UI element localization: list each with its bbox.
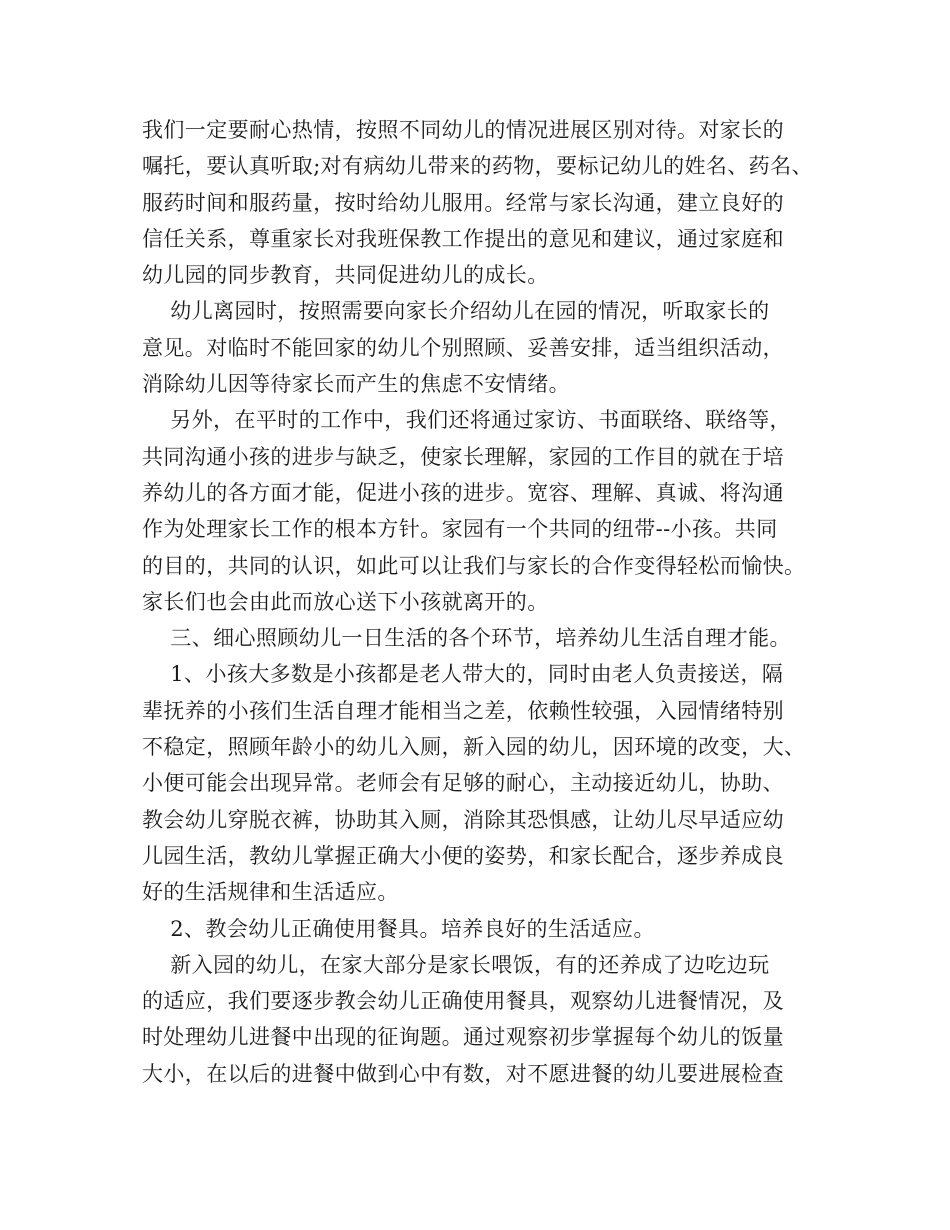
text-line: 信任关系，尊重家长对我班保教工作提出的意见和建议，通过家庭和 (142, 226, 784, 251)
text-line: 新入园的幼儿，在家大部分是家长喂饭，有的还养成了边吃边玩 (142, 952, 770, 977)
text-line: 好的生活规律和生活适应。 (142, 880, 399, 905)
text-line: 嘱托，要认真听取;对有病幼儿带来的药物，要标记幼儿的姓名、药名、 (142, 154, 813, 179)
text-line: 消除幼儿因等待家长而产生的焦虑不安情绪。 (142, 372, 570, 397)
text-line: 时处理幼儿进餐中出现的征询题。通过观察初步掌握每个幼儿的饭量 (142, 1025, 784, 1050)
text-line: 家长们也会由此而放心送下小孩就离开的。 (142, 589, 549, 614)
text-line: 不稳定，照顾年龄小的幼儿入厕，新入园的幼儿，因环境的改变，大、 (142, 735, 806, 760)
text-line: 幼儿离园时，按照需要向家长介绍幼儿在园的情况，听取家长的 (142, 299, 770, 324)
text-line: 的适应，我们要逐步教会幼儿正确使用餐具，观察幼儿进餐情况，及 (142, 989, 784, 1014)
text-line: 教会幼儿穿脱衣裤，协助其入厕，消除其恐惧感，让幼儿尽早适应幼 (142, 807, 784, 832)
text-line: 辈抚养的小孩们生活自理才能相当之差，依赖性较强，入园情绪特别 (142, 698, 784, 723)
text-line: 小便可能会出现异常。老师会有足够的耐心，主动接近幼儿，协助、 (142, 771, 784, 796)
text-line: 大小，在以后的进餐中做到心中有数，对不愿进餐的幼儿要进展检查 (142, 1061, 784, 1086)
text-line: 儿园生活，教幼儿掌握正确大小便的姿势，和家长配合，逐步养成良 (142, 843, 784, 868)
text-line: 三、细心照顾幼儿一日生活的各个环节，培养幼儿生活自理才能。 (142, 626, 791, 651)
text-line: 服药时间和服药量，按时给幼儿服用。经常与家长沟通，建立良好的 (142, 190, 784, 215)
text-line: 共同沟通小孩的进步与缺乏，使家长理解，家园的工作目的就在于培 (142, 444, 784, 469)
text-line: 另外，在平时的工作中，我们还将通过家访、书面联络、联络等， (142, 408, 791, 433)
text-line: 意见。对临时不能回家的幼儿个别照顾、妥善安排，适当组织活动， (142, 335, 784, 360)
text-line: 1、小孩大多数是小孩都是老人带大的，同时由老人负责接送，隔 (142, 662, 784, 687)
document-body (142, 112, 822, 1092)
text-line: 的目的，共同的认识，如此可以让我们与家长的合作变得轻松而愉快。 (142, 553, 806, 578)
text-line: 幼儿园的同步教育，共同促进幼儿的成长。 (142, 263, 549, 288)
text-line: 2、教会幼儿正确使用餐具。培养良好的生活适应。 (142, 916, 655, 941)
text-line: 养幼儿的各方面才能，促进小孩的进步。宽容、理解、真诚、将沟通 (142, 480, 784, 505)
text-line: 作为处理家长工作的根本方针。家园有一个共同的纽带--小孩。共同 (142, 517, 778, 542)
text-line: 我们一定要耐心热情，按照不同幼儿的情况进展区别对待。对家长的 (142, 118, 784, 142)
